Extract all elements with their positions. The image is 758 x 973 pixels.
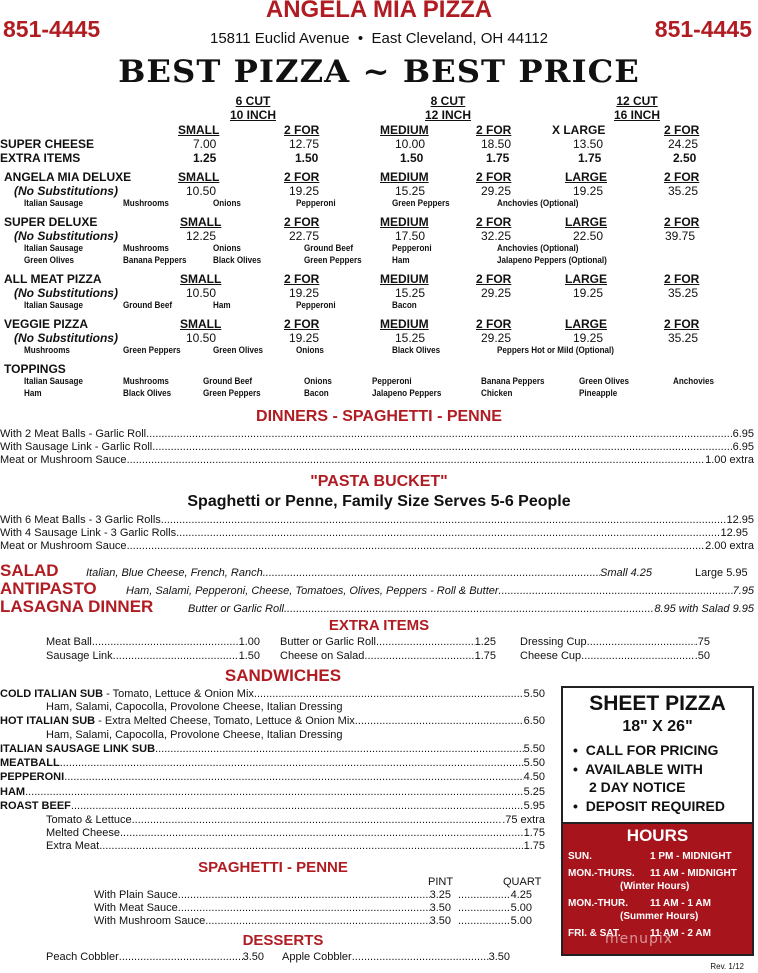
menu-line: With 2 Meat Balls - Garlic Roll ..... 6.95 [0,428,754,441]
pasta-bucket-subtitle: Spaghetti or Penne, Family Size Serves 5-6 People [187,493,571,510]
price: 12.75 [289,137,320,151]
menu-line: HAM ..... 5.25 [0,786,545,799]
sheet-pizza-size: 18" X 26" [622,718,693,735]
topping: Pepperoni [296,300,336,310]
menu-line: Peach Cobbler ..... 3.50 [46,951,264,964]
topping: Onions [213,243,241,253]
sheet-pizza-bullet: • DEPOSIT REQUIRED [573,798,725,814]
topping: Pineapple [579,388,618,398]
col-header: MEDIUM [380,272,429,286]
phone-right: 851-4445 [654,16,752,42]
col-header: 2 FOR [476,215,512,229]
topping: Anchovies (Optional) [497,198,579,208]
col-header: LARGE [565,317,607,331]
hours-panel [563,822,752,954]
col-header: 2 FOR [476,272,512,286]
topping: Green Peppers [392,198,450,208]
topping: Italian Sausage [24,300,83,310]
topping: Mushrooms [123,243,169,253]
hours-row: MON.-THURS. 11 AM - MIDNIGHT [568,868,737,879]
topping: Ham [213,300,231,310]
menu-line: Tomato & Lettuce ..... .75 extra [46,814,545,827]
price: 22.75 [289,229,320,243]
sandwiches-title: SANDWICHES [224,666,342,685]
price: 19.25 [289,286,320,300]
topping: Anchovies [673,376,714,386]
topping: Mushrooms [24,345,70,355]
antipasto-title: ANTIPASTO [0,579,97,598]
menu-line: Dressing Cup ..... .75 [520,636,710,649]
super-deluxe-name: SUPER DELUXE [4,215,98,229]
topping: Green Olives [24,255,74,265]
topping: Banana Peppers [123,255,187,265]
hours-row: SUN. 1 PM - MIDNIGHT [568,851,732,862]
restaurant-title: ANGELA MIA PIZZA [265,0,493,23]
menu-line: Meat or Mushroom Sauce ..... 2.00 extra [0,540,754,553]
menu-line: Meat Ball ..... 1.00 [46,636,260,649]
sheet-pizza-bullet: • CALL FOR PRICING [573,742,719,758]
topping: Jalapeno Peppers (Optional) [497,255,607,265]
col-header: 2 FOR [476,317,512,331]
watermark-logo: menupix [605,931,674,947]
price: 1.50 [400,151,424,165]
col-header: LARGE [565,272,607,286]
hours-title: HOURS [626,826,689,845]
topping: Black Olives [213,255,262,265]
dinners-title: DINNERS - SPAGHETTI - PENNE [256,408,502,425]
col-header: SMALL [178,170,220,184]
topping: Ham [392,255,410,265]
topping: Pepperoni [296,198,336,208]
menu-line: ..... 4.25 [458,889,532,902]
menu-line: ..... 5.00 [458,902,532,915]
price: 35.25 [668,184,699,198]
price: 15.25 [395,184,426,198]
col-header: 2 FOR [284,170,320,184]
col-header: 2 FOR [284,272,320,286]
topping: Green Peppers [203,388,261,398]
menu-line: With Meat Sauce ..... 3.50 [94,902,451,915]
price: 17.50 [395,229,426,243]
col-header: 2 FOR [664,170,700,184]
topping: Italian Sausage [24,243,83,253]
topping: Ham [24,388,42,398]
topping: Mushrooms [123,376,169,386]
price: 1.75 [578,151,602,165]
price: 19.25 [573,331,604,345]
price: 19.25 [289,184,320,198]
price: 2.50 [673,151,697,165]
col-header: 2 FOR [476,123,512,137]
col-header: SMALL [180,317,222,331]
price: 10.50 [186,184,217,198]
topping: Pepperoni [392,243,432,253]
col-header: 2 FOR [476,170,512,184]
col-header: SMALL [180,272,222,286]
menu-line: MEATBALL ..... 5.50 [0,757,545,770]
no-substitutions: (No Substitutions) [14,286,118,300]
price: 10.50 [186,286,217,300]
topping: Onions [213,198,241,208]
menu-line: Melted Cheese ..... 1.75 [46,827,545,840]
all-meat-name: ALL MEAT PIZZA [4,272,102,286]
col-header: LARGE [565,170,607,184]
hours-row: MON.-THUR. 11 AM - 1 AM [568,898,711,909]
price: 24.25 [668,137,699,151]
menu-line: With Sausage Link - Garlic Roll ..... 6.95 [0,441,754,454]
price: 1.50 [295,151,319,165]
topping: Pepperoni [372,376,412,386]
menu-line: With 4 Sausage Link - 3 Garlic Rolls ..... 12.95 [0,527,748,540]
sandwich-desc: Ham, Salami, Capocolla, Provolone Cheese, Italian Dressing [46,729,343,741]
col-header: 2 FOR [284,123,320,137]
col-header: SMALL [178,123,220,137]
topping: Black Olives [392,345,441,355]
spaghetti-title: SPAGHETTI - PENNE [198,859,348,876]
topping: Chicken [481,388,513,398]
price: 1.25 [193,151,217,165]
sheet-pizza-panel [563,688,752,822]
price: 12.25 [186,229,217,243]
menu-line: Butter or Garlic Roll ..... 1.25 [280,636,496,649]
veggie-name: VEGGIE PIZZA [4,317,89,331]
col-header: LARGE [565,215,607,229]
menu-line: With 6 Meat Balls - 3 Garlic Rolls ..... 12.95 [0,514,754,527]
topping: Green Olives [213,345,263,355]
no-substitutions: (No Substitutions) [14,229,118,243]
menu-line: PEPPERONI ..... 4.50 [0,771,545,784]
col-header: SMALL [180,215,222,229]
price: 19.25 [289,331,320,345]
topping: Bacon [392,300,417,310]
price: 19.25 [573,184,604,198]
menu-line: ROAST BEEF ..... 5.95 [0,800,545,813]
toppings-title: TOPPINGS [4,362,66,376]
menu-line: ..... 5.00 [458,915,532,928]
slogan: BEST PIZZA ~ BEST PRICE [118,54,640,90]
col-header: MEDIUM [380,170,429,184]
price: 10.00 [395,137,426,151]
hours-note: (Summer Hours) [620,911,699,922]
no-substitutions: (No Substitutions) [14,331,118,345]
deluxe-name: ANGELA MIA DELUXE [4,170,132,184]
price: 39.75 [665,229,696,243]
hours-row: FRI. & SAT. 11 AM - 2 AM [568,928,711,939]
sheet-pizza-box [561,686,754,956]
price: 35.25 [668,286,699,300]
topping: Anchovies (Optional) [497,243,579,253]
lasagna-title: LASAGNA DINNER [0,597,154,616]
menu-line: Cheese Cup ..... .50 [520,650,710,663]
topping: Italian Sausage [24,376,83,386]
price: 29.25 [481,184,512,198]
topping: Ground Beef [203,376,253,386]
menu-line: With Plain Sauce ..... 3.25 [94,889,451,902]
hours-note: (Winter Hours) [620,881,690,892]
size-large: 12 CUT 16 INCH [613,94,660,122]
size-medium: 8 CUT 12 INCH [424,94,471,122]
price: 7.00 [193,137,217,151]
price: 1.75 [486,151,510,165]
sheet-pizza-bullet: • AVAILABLE WITH [573,761,703,777]
col-header: 2 FOR [664,215,700,229]
address: 15811 Euclid Avenue • East Cleveland, OH 44112 [209,30,549,47]
menu-line: With Mushroom Sauce ..... 3.50 [94,915,451,928]
menu-line: Sausage Link ..... 1.50 [46,650,260,663]
menu-line: ITALIAN SAUSAGE LINK SUB ..... 5.50 [0,743,545,756]
menu-line: HOT ITALIAN SUB - Extra Melted Cheese, Tomato, Lettuce & Onion Mix ..... 6.50 [0,715,545,728]
price: 32.25 [481,229,512,243]
pasta-bucket-title: "PASTA BUCKET" [310,473,448,490]
price: 19.25 [573,286,604,300]
topping: Green Peppers [123,345,181,355]
topping: Green Peppers [304,255,362,265]
topping: Italian Sausage [24,198,83,208]
col-header: MEDIUM [380,215,429,229]
menu-line: Apple Cobbler ..... 3.50 [282,951,510,964]
no-substitutions: (No Substitutions) [14,184,118,198]
col-header: 2 FOR [664,123,700,137]
price: 22.50 [573,229,604,243]
topping: Banana Peppers [481,376,545,386]
col-header: 2 FOR [284,317,320,331]
menu-line: Ham, Salami, Pepperoni, Cheese, Tomatoes, Olives, Peppers - Roll & Butter ..... 7.95 [126,585,754,598]
extra-items-name: EXTRA ITEMS [0,151,81,165]
topping: Jalapeno Peppers [372,388,442,398]
topping: Mushrooms [123,198,169,208]
menu-line: COLD ITALIAN SUB - Tomato, Lettuce & Onion Mix ..... 5.50 [0,688,545,701]
topping: Onions [296,345,324,355]
menu-line: Meat or Mushroom Sauce ..... 1.00 extra [0,454,754,467]
sheet-pizza-bullet-cont: 2 DAY NOTICE [589,779,686,795]
desserts-title: DESSERTS [242,932,324,949]
price: 15.25 [395,331,426,345]
topping: Onions [304,376,332,386]
price: 29.25 [481,286,512,300]
revision: Rev. 1/12 [710,962,744,971]
topping: Peppers Hot or Mild (Optional) [497,345,614,355]
price: 13.50 [573,137,604,151]
topping: Black Olives [123,388,172,398]
topping: Green Olives [579,376,629,386]
size-small: 6 CUT 10 INCH [229,94,276,122]
price: 15.25 [395,286,426,300]
col-header: 2 FOR [664,272,700,286]
topping: Ground Beef [123,300,173,310]
col-header: 2 FOR [664,317,700,331]
menu-line: Cheese on Salad ..... 1.75 [280,650,496,663]
menu-line: Extra Meat ..... 1.75 [46,840,545,853]
phone-left: 851-4445 [3,16,101,42]
super-cheese-name: SUPER CHEESE [0,137,95,151]
col-header: 2 FOR [284,215,320,229]
quart-header: QUART [503,876,542,888]
sandwich-desc: Ham, Salami, Capocolla, Provolone Cheese, Italian Dressing [46,701,343,713]
topping: Bacon [304,388,329,398]
price: 35.25 [668,331,699,345]
extra-items-title: EXTRA ITEMS [328,617,430,634]
col-header: X LARGE [552,123,606,137]
col-header: MEDIUM [380,123,429,137]
menu-line: Butter or Garlic Roll ..... 8.95 with Salad 9.95 [188,603,754,616]
salad-large-price: Large 5.95 [695,567,748,579]
pint-header: PINT [428,876,454,888]
salad-title: SALAD [0,561,59,580]
price: 29.25 [481,331,512,345]
menu-line: Italian, Blue Cheese, French, Ranch ..... Small 4.25 [86,567,652,580]
price: 18.50 [481,137,512,151]
price: 10.50 [186,331,217,345]
sheet-pizza-title: SHEET PIZZA [589,692,726,715]
topping: Ground Beef [304,243,354,253]
col-header: MEDIUM [380,317,429,331]
